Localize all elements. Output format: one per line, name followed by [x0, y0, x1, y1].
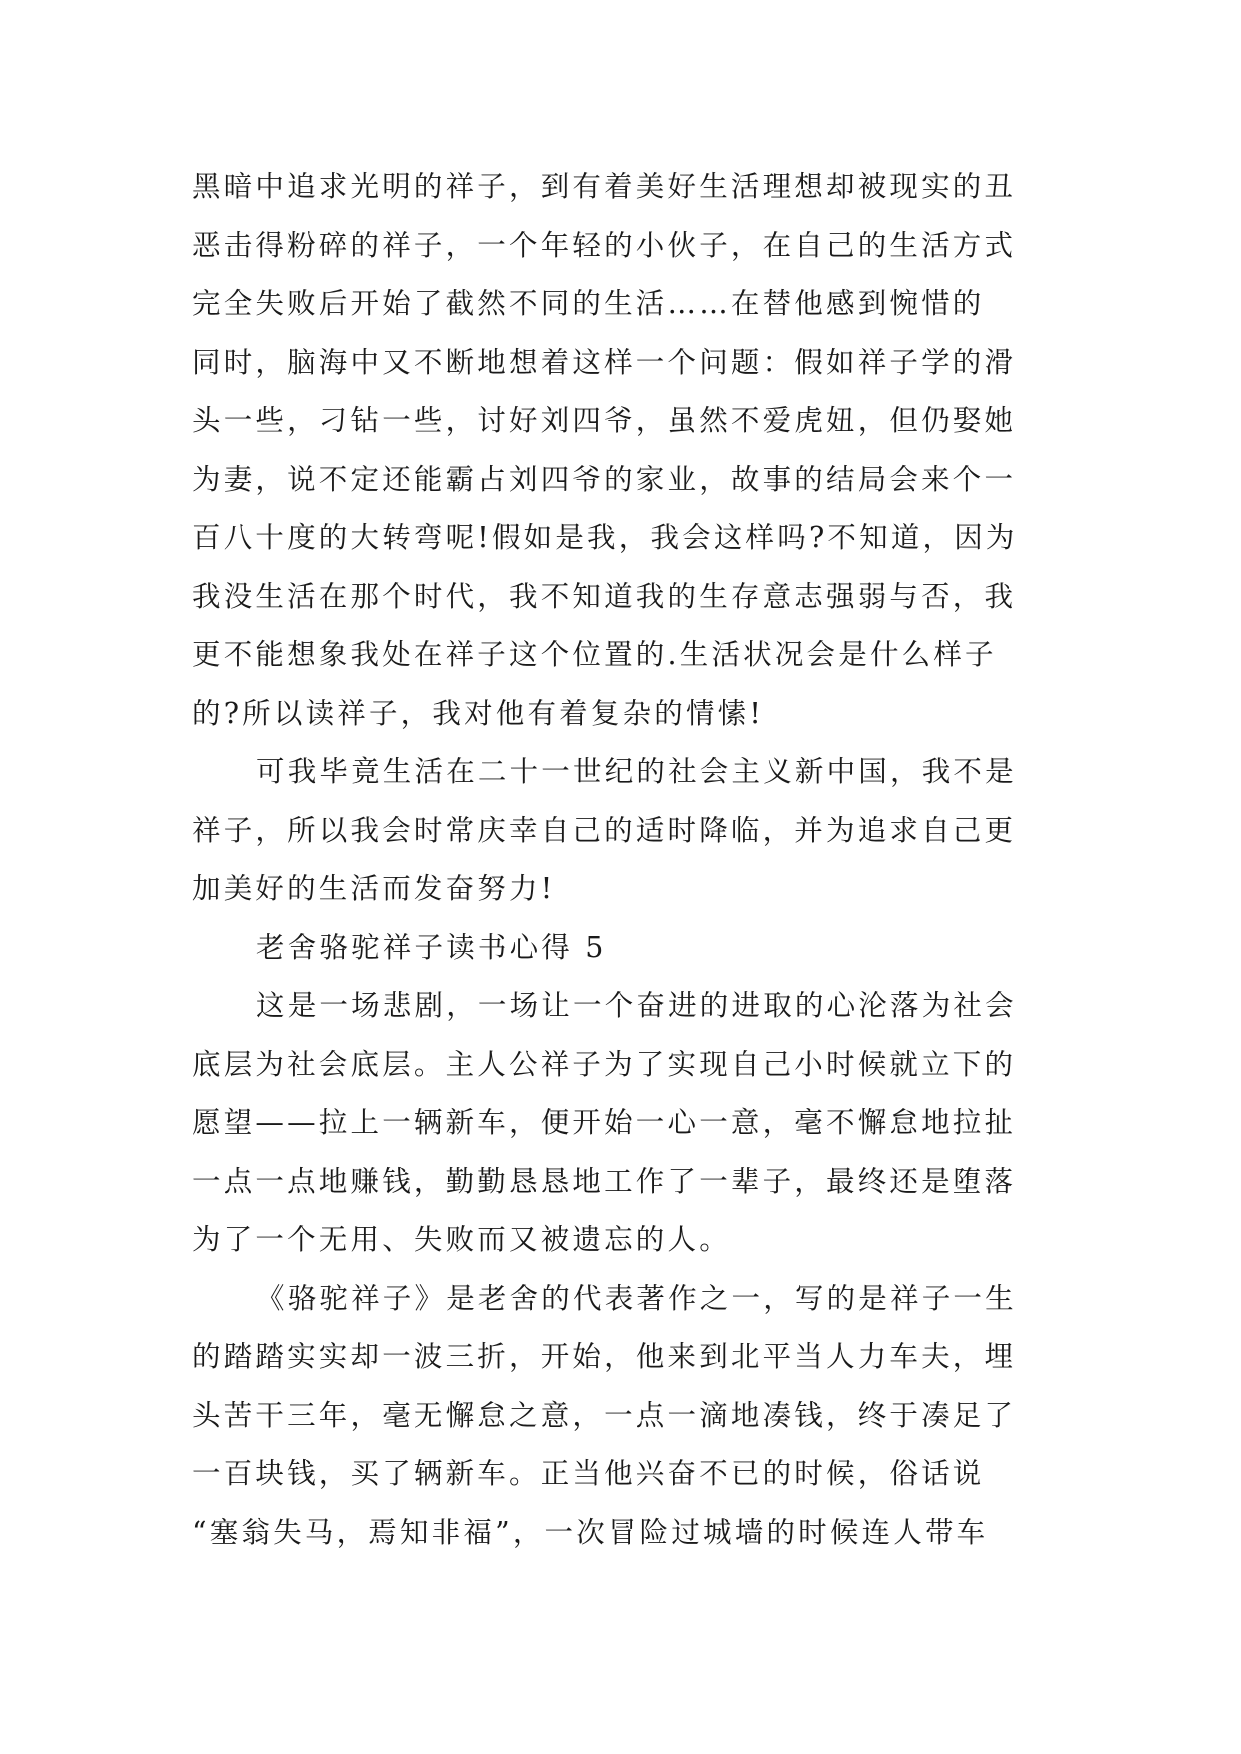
text-line: 头一些，刁钻一些，讨好刘四爷，虽然不爱虎妞，但仍娶她 — [192, 404, 1017, 437]
text-line: 祥子，所以我会时常庆幸自己的适时降临，并为追求自己更 — [192, 813, 1017, 847]
text-line: 黑暗中追求光明的祥子，到有着美好生活理想却被现实的丑 — [192, 170, 1017, 203]
text-line: 一点一点地赚钱，勤勤恳恳地工作了一辈子，最终还是堕落 — [192, 1164, 1017, 1198]
text-line: 我没生活在那个时代，我不知道我的生存意志强弱与否，我 — [192, 579, 1017, 613]
text-line: 恶击得粉碎的祥子，一个年轻的小伙子，在自己的生活方式 — [192, 228, 1017, 262]
text-line: 老舍骆驼祥子读书心得 5 — [256, 930, 607, 964]
text-line: “塞翁失马，焉知非福”，一次冒险过城墙的时候连人带车 — [192, 1515, 989, 1549]
text-line: 可我毕竟生活在二十一世纪的社会主义新中国，我不是 — [256, 755, 1017, 788]
text-line: 完全失败后开始了截然不同的生活……在替他感到惋惜的 — [192, 287, 985, 320]
text-line: 《骆驼祥子》是老舍的代表著作之一，写的是祥子一生 — [256, 1281, 1017, 1315]
document-body — [192, 158, 1052, 1562]
text-line: 百八十度的大转弯呢!假如是我，我会这样吗?不知道，因为 — [192, 521, 1018, 554]
text-line: 头苦干三年，毫无懈怠之意，一点一滴地凑钱，终于凑足了 — [192, 1398, 1017, 1432]
text-line: 加美好的生活而发奋努力! — [192, 872, 556, 905]
text-line: 的踏踏实实却一波三折，开始，他来到北平当人力车夫，埋 — [192, 1340, 1017, 1373]
text-line: 这是一场悲剧，一场让一个奋进的进取的心沦落为社会 — [256, 989, 1017, 1022]
text-line: 同时，脑海中又不断地想着这样一个问题：假如祥子学的滑 — [192, 345, 1017, 379]
text-line: 底层为社会底层。主人公祥子为了实现自己小时候就立下的 — [192, 1047, 1017, 1081]
text-line: 的?所以读祥子，我对他有着复杂的情愫! — [192, 696, 765, 730]
text-line: 更不能想象我处在祥子这个位置的.生活状况会是什么样子 — [192, 638, 997, 671]
text-line: 为妻，说不定还能霸占刘四爷的家业，故事的结局会来个一 — [192, 462, 1017, 496]
text-line: 愿望——拉上一辆新车，便开始一心一意，毫不懈怠地拉扯 — [192, 1106, 1017, 1139]
text-line: 一百块钱，买了辆新车。正当他兴奋不已的时候，俗话说 — [192, 1457, 985, 1490]
text-line: 为了一个无用、失败而又被遗忘的人。 — [192, 1223, 731, 1256]
